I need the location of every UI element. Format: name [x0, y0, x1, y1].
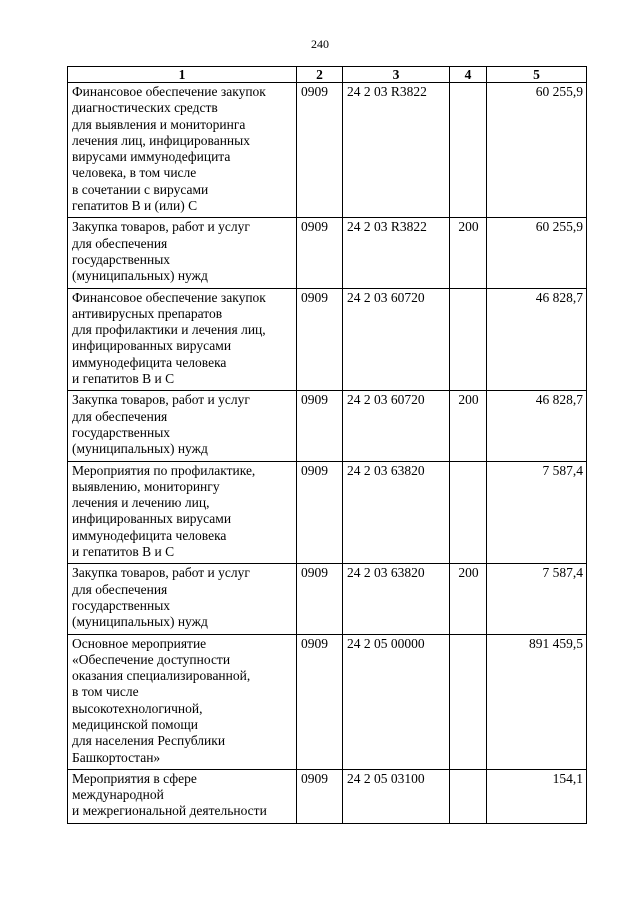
row-name: Закупка товаров, работ и услуг для обеспечения государственных (муниципальных) нужд — [68, 391, 297, 461]
table-row — [68, 769, 587, 823]
row-amount: 60 255,9 — [487, 218, 587, 288]
row-section: 0909 — [297, 769, 343, 823]
table-row — [68, 218, 587, 288]
row-target-code: 24 2 05 03100 — [343, 769, 450, 823]
column-header-type: 4 — [450, 67, 487, 83]
row-amount: 46 828,7 — [487, 391, 587, 461]
row-target-code: 24 2 03 63820 — [343, 564, 450, 634]
row-section: 0909 — [297, 391, 343, 461]
row-expense-type — [450, 769, 487, 823]
page-number: 240 — [311, 37, 329, 51]
column-header-amount: 5 — [487, 67, 587, 83]
row-expense-type — [450, 288, 487, 391]
row-name: Мероприятия в сфере международной и межрегиональной деятельности — [68, 769, 297, 823]
row-amount: 7 587,4 — [487, 461, 587, 564]
row-amount: 154,1 — [487, 769, 587, 823]
row-target-code: 24 2 03 R3822 — [343, 218, 450, 288]
row-name: Основное мероприятие «Обеспечение доступности оказания специализированной, в том числе высокотехнологичной, медицинской помощи для населения Республики Башкортостан» — [68, 634, 297, 769]
row-name: Финансовое обеспечение закупок диагностических средств для выявления и мониторинга лечения лиц, инфицированных вирусами иммунодефицита человека, в том числе в сочетании с вирусами гепатитов В и (или) С — [68, 83, 297, 218]
row-expense-type — [450, 83, 487, 218]
row-target-code: 24 2 03 63820 — [343, 461, 450, 564]
table-row — [68, 288, 587, 391]
row-target-code: 24 2 03 60720 — [343, 391, 450, 461]
column-header-target: 3 — [343, 67, 450, 83]
row-section: 0909 — [297, 218, 343, 288]
row-expense-type: 200 — [450, 218, 487, 288]
row-expense-type: 200 — [450, 391, 487, 461]
row-target-code: 24 2 03 60720 — [343, 288, 450, 391]
row-expense-type: 200 — [450, 564, 487, 634]
row-amount: 891 459,5 — [487, 634, 587, 769]
table-row — [68, 634, 587, 769]
row-name: Мероприятия по профилактике, выявлению, мониторингу лечения и лечению лиц, инфицированных вирусами иммунодефицита человека и гепатитов В и С — [68, 461, 297, 564]
row-section: 0909 — [297, 461, 343, 564]
row-section: 0909 — [297, 634, 343, 769]
row-amount: 60 255,9 — [487, 83, 587, 218]
budget-table — [67, 66, 587, 824]
row-name: Закупка товаров, работ и услуг для обеспечения государственных (муниципальных) нужд — [68, 218, 297, 288]
row-target-code: 24 2 03 R3822 — [343, 83, 450, 218]
table-header-row — [68, 67, 587, 83]
row-expense-type — [450, 634, 487, 769]
column-header-name: 1 — [68, 67, 297, 83]
column-header-section: 2 — [297, 67, 343, 83]
row-section: 0909 — [297, 288, 343, 391]
table-row — [68, 564, 587, 634]
row-amount: 46 828,7 — [487, 288, 587, 391]
table-row — [68, 461, 587, 564]
row-section: 0909 — [297, 564, 343, 634]
row-name: Закупка товаров, работ и услуг для обеспечения государственных (муниципальных) нужд — [68, 564, 297, 634]
row-target-code: 24 2 05 00000 — [343, 634, 450, 769]
row-name: Финансовое обеспечение закупок антивирусных препаратов для профилактики и лечения лиц, инфицированных вирусами иммунодефицита человека и гепатитов В и С — [68, 288, 297, 391]
row-expense-type — [450, 461, 487, 564]
table-row — [68, 391, 587, 461]
table-row — [68, 83, 587, 218]
row-section: 0909 — [297, 83, 343, 218]
row-amount: 7 587,4 — [487, 564, 587, 634]
